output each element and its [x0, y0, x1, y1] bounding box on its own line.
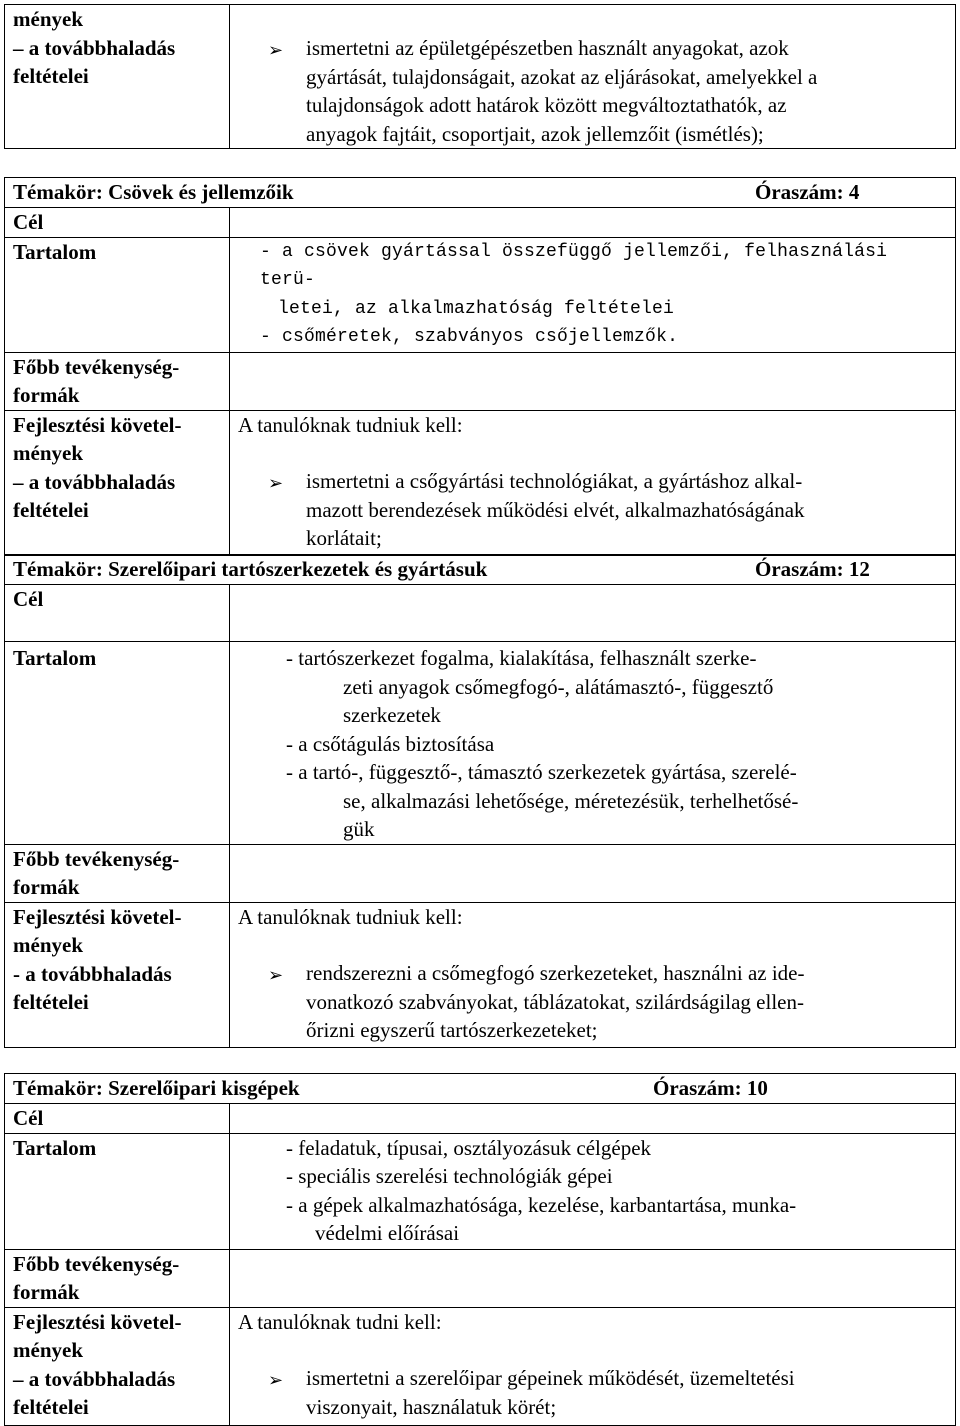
arrowhead-bullet-icon: ➢ [268, 40, 284, 60]
requirements-label [5, 902, 230, 1047]
cel-label: Cél [5, 1104, 230, 1134]
bullet-item: ➢ ismertetni a szerelőipar gépeinek működését, üzemeltetési viszonyait, használatuk körét; [238, 1364, 947, 1421]
requirements-intro: A tanulóknak tudni kell: [238, 1309, 442, 1334]
content-line: zeti anyagok csőmegfogó-, alátámasztó-, függesztő [343, 674, 774, 699]
label-line: Főbb tevékenység- [13, 1251, 180, 1276]
tartalom-content [230, 237, 956, 352]
requirements-content [230, 1307, 956, 1425]
tartalom-label: Tartalom [5, 642, 230, 845]
topic-header [5, 178, 956, 208]
tartalom-label: Tartalom [5, 237, 230, 352]
activity-forms-content [230, 1249, 956, 1307]
label-line: – a továbbhaladás [13, 1366, 176, 1391]
arrowhead-bullet-icon: ➢ [268, 965, 284, 985]
label-line: Fejlesztési követel- [13, 904, 182, 929]
cel-label: Cél [5, 208, 230, 238]
tartalom-content [230, 642, 956, 845]
topic-table-small-machines [4, 1073, 956, 1426]
topic-header [5, 555, 956, 585]
activity-forms-label [5, 1249, 230, 1307]
cel-label: Cél [5, 585, 230, 642]
activity-forms-label [5, 844, 230, 902]
label-line: feltételei [13, 990, 89, 1014]
content-line: - csőméretek, szabványos csőjellemzők. [260, 327, 679, 347]
activity-forms-content [230, 352, 956, 410]
label-line: mények [13, 933, 83, 957]
tartalom-content [230, 1133, 956, 1249]
content-line: - tartószerkezet fogalma, kialakítása, felhasznált szerke- [286, 646, 757, 670]
label-line: Fejlesztési követel- [13, 412, 182, 437]
requirements-content [230, 410, 956, 555]
arrowhead-bullet-icon: ➢ [268, 1370, 284, 1390]
label-line: mények [13, 1338, 83, 1362]
label-line: formák [13, 1280, 80, 1304]
content-line: - a csőtágulás biztosítása [286, 731, 495, 756]
hours-count: Óraszám: 12 [755, 557, 870, 581]
content-line: - a gépek alkalmazhatósága, kezelése, karbantartása, munka- [286, 1192, 797, 1217]
bullet-item: ➢ ismertetni a csőgyártási technológiákat, a gyártáshoz alkal- mazott berendezések működési elvét, alkalmazhatóságának korlátait; [238, 467, 947, 553]
label-line: mények [13, 7, 83, 31]
bullet-item: ➢ ismertetni az épületgépészetben használt anyagokat, azok gyártását, tulajdonságait, azokat az eljárásokat, amelyekkel a tulajdonságok adott határok között megváltoztathatók, az anyagok fajtáit, csoportjait, azok jellemzőit (ismétlés); [238, 34, 947, 148]
requirements-label [5, 1307, 230, 1425]
activity-forms-label [5, 352, 230, 410]
label-line: feltételei [13, 64, 89, 88]
topic-table-support-structures [4, 554, 956, 1048]
requirements-intro: A tanulóknak tudniuk kell: [238, 412, 463, 437]
requirements-label [5, 5, 230, 149]
label-line: Főbb tevékenység- [13, 846, 180, 871]
activity-forms-content [230, 844, 956, 902]
label-line: Fejlesztési követel- [13, 1309, 182, 1334]
content-line: letei, az alkalmazhatóság feltételei [278, 298, 675, 319]
requirements-label [5, 410, 230, 555]
label-line: Főbb tevékenység- [13, 354, 180, 379]
label-line: feltételei [13, 498, 89, 522]
cel-content [230, 585, 956, 642]
topic-header [5, 1074, 956, 1104]
requirements-content [230, 5, 956, 149]
label-line: feltételei [13, 1395, 89, 1419]
label-line: formák [13, 875, 80, 899]
top-requirements-table [4, 4, 956, 149]
content-line: védelmi előírásai [315, 1221, 460, 1245]
arrowhead-bullet-icon: ➢ [268, 473, 284, 493]
topic-title: Témakör: Szerelőipari kisgépek [13, 1076, 300, 1100]
requirements-intro: A tanulóknak tudniuk kell: [238, 904, 463, 929]
content-line: szerkezetek [343, 703, 441, 727]
content-line: - a tartó-, függesztő-, támasztó szerkezetek gyártása, szerelé- [286, 760, 797, 784]
requirements-content [230, 902, 956, 1047]
label-line: mények [13, 441, 83, 465]
label-line: – a továbbhaladás [13, 35, 176, 60]
content-line: se, alkalmazási lehetősége, méretezésük, terhelhetősé- [343, 788, 799, 813]
bullet-item: ➢ rendszerezni a csőmegfogó szerkezeteket, használni az ide- vonatkozó szabványokat, táblázatokat, szilárdságilag ellen- őrizni egyszerű tartószerkezeteket; [238, 959, 947, 1045]
topic-title: Témakör: Csövek és jellemzőik [13, 180, 294, 204]
topic-table-pipes [4, 177, 956, 556]
label-line: formák [13, 383, 80, 407]
content-line: gük [343, 817, 375, 841]
label-line: - a továbbhaladás [13, 961, 172, 986]
tartalom-label: Tartalom [5, 1133, 230, 1249]
label-line: – a továbbhaladás [13, 469, 176, 494]
content-line: - a csövek gyártással összefüggő jellemzői, felhasználási terü- [260, 241, 888, 290]
content-line: - speciális szerelési technológiák gépei [286, 1164, 613, 1188]
cel-content [230, 1104, 956, 1134]
cel-content [230, 208, 956, 238]
hours-count: Óraszám: 4 [755, 180, 860, 204]
topic-title: Témakör: Szerelőipari tartószerkezetek és gyártásuk [13, 557, 488, 581]
hours-count: Óraszám: 10 [653, 1076, 768, 1100]
content-line: - feladatuk, típusai, osztályozásuk célgépek [286, 1135, 652, 1160]
